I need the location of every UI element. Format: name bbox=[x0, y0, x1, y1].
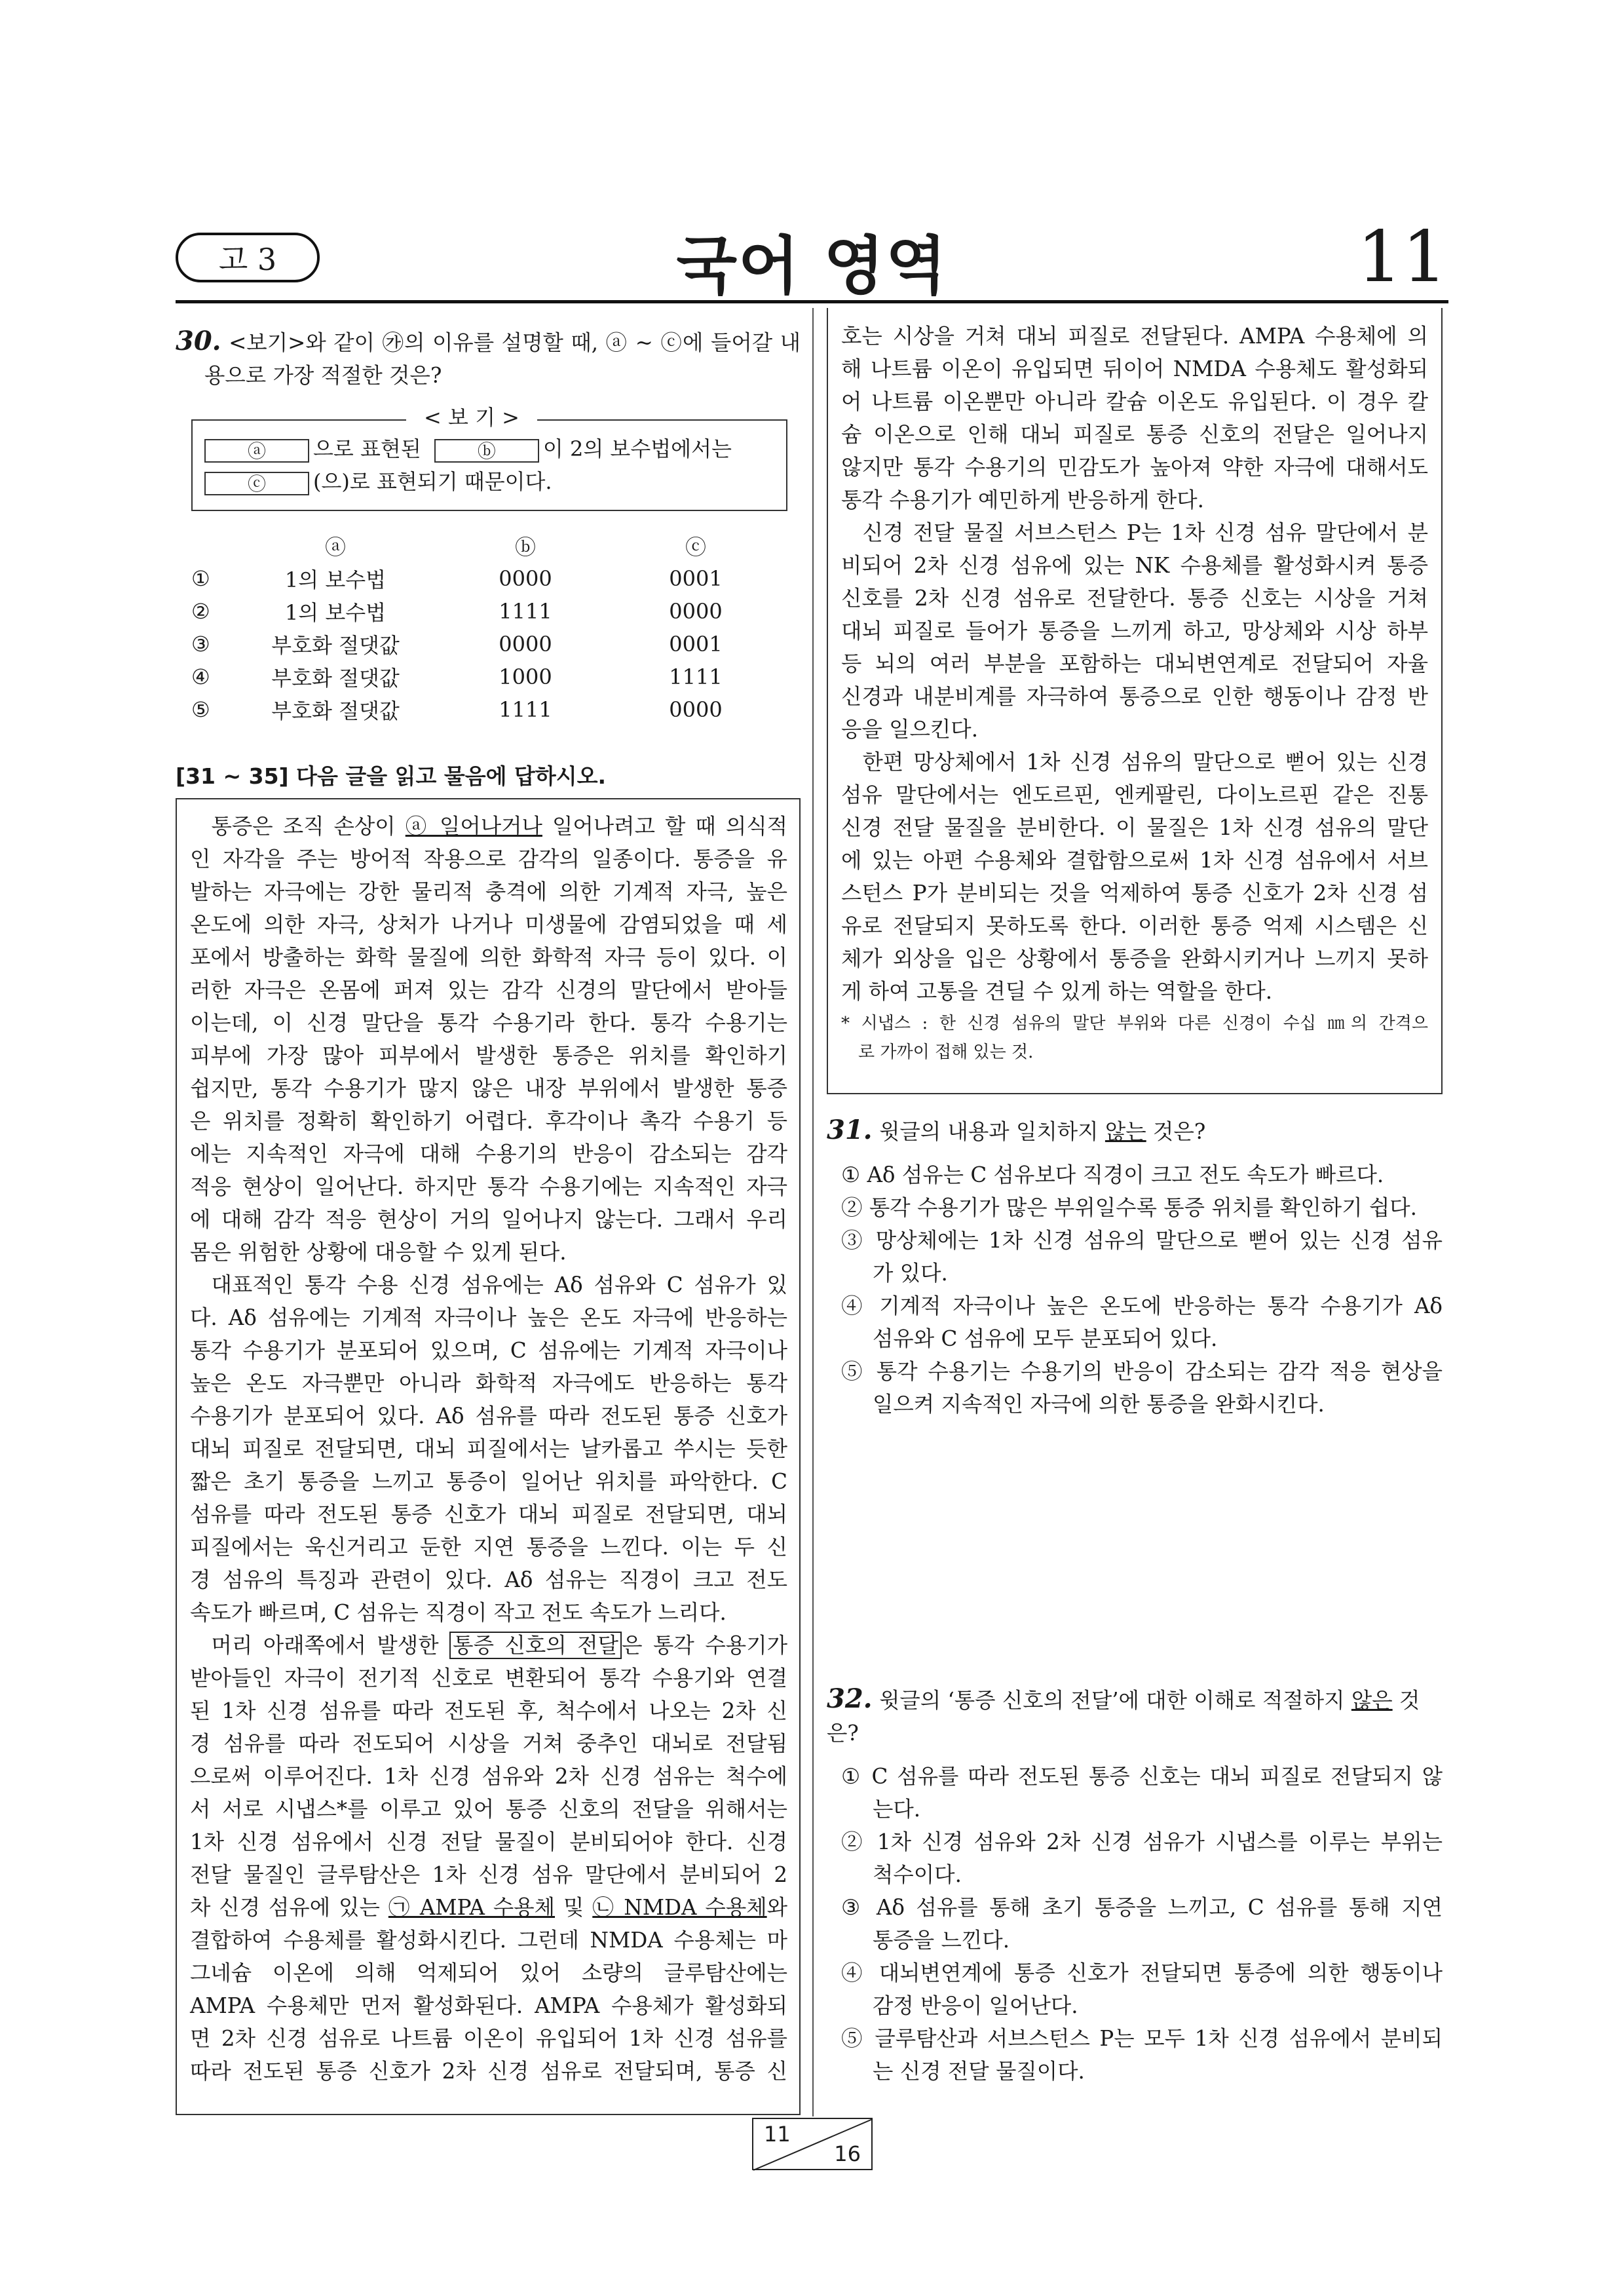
choice-text: ① C 섬유를 따라 전도된 통증 신호는 대뇌 피질로 전달되지 않 bbox=[841, 1764, 1443, 1789]
passage-line: 포에서 방출하는 화학 물질에 의한 화학적 자극 등이 있다. 이 bbox=[190, 945, 787, 970]
option-row[interactable] bbox=[191, 660, 781, 693]
passage-line: 따라 전도된 통증 신호가 2차 신경 섬유로 전달되며, 통증 신 bbox=[190, 2059, 787, 2084]
option-b: 1111 bbox=[499, 697, 552, 722]
option-c: 0001 bbox=[669, 632, 723, 657]
choice-text: 는 신경 전달 물질이다. bbox=[873, 2059, 1085, 2084]
choice-2[interactable] bbox=[841, 1826, 1443, 1858]
passage-line: 전달 물질인 글루탐산은 1차 신경 섬유 말단에서 분비되어 2 bbox=[190, 1862, 787, 1887]
passage-line: 피질에서는 욱신거리고 둔한 지연 통증을 느낀다. 이는 두 신 bbox=[190, 1535, 787, 1559]
choice-text: 섬유와 C 섬유에 모두 분포되어 있다. bbox=[873, 1326, 1218, 1351]
passage-line: 한편 망상체에서 1차 신경 섬유의 말단으로 뻗어 있는 신경 bbox=[862, 750, 1428, 775]
stem-text: 것은? bbox=[827, 1688, 1420, 1746]
bogi-text: 으로 표현된 bbox=[313, 436, 421, 461]
options-header-row bbox=[191, 529, 781, 562]
passage-line: 그네슘 이온에 의해 억제되어 있어 소량의 글루탐산에는 bbox=[190, 1961, 787, 1985]
passage-line: 서 서로 시냅스*를 이루고 있어 통증 신호의 전달을 위해서는 bbox=[190, 1797, 787, 1822]
option-number[interactable]: ① bbox=[191, 566, 210, 591]
stem-text: 것은? bbox=[1153, 1119, 1206, 1144]
blank-b: ⓑ bbox=[434, 439, 539, 463]
option-number[interactable]: ② bbox=[191, 599, 210, 624]
bogi-content bbox=[204, 432, 781, 498]
option-c: 1111 bbox=[669, 664, 723, 689]
passage-line: 않지만 통각 수용기의 민감도가 높아져 약한 자극에 대해서도 bbox=[841, 455, 1428, 480]
page-total: 16 bbox=[834, 2141, 861, 2166]
passage-line: 된 1차 신경 섬유를 따라 전도된 후, 척수에서 나오는 2차 신 bbox=[190, 1698, 787, 1723]
stem-text: 용으로 가장 적절한 것은? bbox=[204, 363, 442, 388]
footnote-line: 로 가까이 접해 있는 것. bbox=[858, 1043, 1034, 1062]
col-header-c: ⓒ bbox=[685, 535, 706, 560]
stem-text: 윗글의 ‘통증 신호의 전달’에 대한 이해로 적절하지 bbox=[878, 1688, 1345, 1713]
q30-options-table bbox=[191, 529, 781, 726]
passage-line: 대뇌 피질로 들어가 통증을 느끼게 하고, 망상체와 시상 하부 bbox=[841, 619, 1428, 643]
passage-line: 대뇌 피질로 전달되면, 대뇌 피질에서는 날카롭고 쑤시는 듯한 bbox=[190, 1436, 787, 1461]
col-header-b: ⓑ bbox=[514, 535, 536, 560]
option-number[interactable]: ⑤ bbox=[191, 697, 210, 722]
footnote bbox=[841, 1009, 1428, 1067]
question-32 bbox=[827, 1683, 1443, 2088]
passage-line: 신경과 내분비계를 자극하여 통증으로 인한 행동이나 감정 반 bbox=[841, 684, 1428, 709]
passage-line: 쉽지만, 통각 수용기가 많지 않은 내장 부위에서 발생한 통증 bbox=[190, 1076, 787, 1101]
option-row[interactable] bbox=[191, 595, 781, 628]
option-a: 부호화 절댓값 bbox=[271, 666, 400, 691]
passage-line: 어 나트륨 이온뿐만 아니라 칼슘 이온도 유입된다. 이 경우 칼 bbox=[841, 389, 1428, 414]
option-b: 0000 bbox=[499, 566, 552, 591]
option-a: 1의 보수법 bbox=[284, 567, 387, 592]
passage-line: 에는 지속적인 자극에 대해 수용기의 반응이 감소되는 감각 bbox=[190, 1141, 787, 1166]
option-b: 0000 bbox=[499, 632, 552, 657]
passage-line: 러한 자극은 온몸에 퍼져 있는 감각 신경의 말단에서 받아들 bbox=[190, 978, 787, 1003]
choice-text: ① Aδ 섬유는 C 섬유보다 직경이 크고 전도 속도가 빠르다. bbox=[841, 1162, 1384, 1187]
question-30-stem bbox=[176, 325, 801, 392]
stem-text: <보기>와 같이 ㉮의 이유를 설명할 때, ⓐ ~ ⓒ에 들어갈 내 bbox=[229, 330, 801, 355]
choice-4[interactable] bbox=[841, 1957, 1443, 1989]
marked-phrase-1: ㉠ AMPA 수용체 bbox=[388, 1895, 556, 1920]
blank-a: ⓐ bbox=[204, 439, 309, 463]
question-number: 32. bbox=[827, 1683, 873, 1714]
option-c: 0000 bbox=[669, 599, 723, 624]
choice-4[interactable] bbox=[841, 1290, 1443, 1322]
passage-line: 슘 이온으로 인해 대뇌 피질로 통증 신호의 전달은 일어나지 bbox=[841, 422, 1428, 447]
header-rule bbox=[176, 300, 1448, 303]
choice-text: ⑤ 글루탐산과 서브스턴스 P는 모두 1차 신경 섬유에서 분비되 bbox=[841, 2026, 1443, 2051]
choice-text: ④ 기계적 자극이나 높은 온도에 반응하는 통각 수용기가 Aδ bbox=[841, 1293, 1443, 1318]
passage-line: 해 나트륨 이온이 유입되면 뒤이어 NMDA 수용체도 활성화되 bbox=[841, 356, 1428, 381]
choice-5[interactable] bbox=[841, 2022, 1443, 2055]
passage-left-text bbox=[190, 810, 787, 2088]
bogi-text: (으)로 표현되기 때문이다. bbox=[313, 469, 552, 494]
passage-line: 적응 현상이 일어난다. 하지만 통각 수용기에는 지속적인 자극 bbox=[190, 1174, 787, 1199]
boxed-phrase: 통증 신호의 전달 bbox=[449, 1632, 622, 1659]
passage-text: 차 신경 섬유에 있는 bbox=[190, 1895, 380, 1920]
page-current: 11 bbox=[764, 2122, 791, 2147]
col-header-a: ⓐ bbox=[324, 535, 346, 560]
page-title: 국어 영역 bbox=[676, 229, 948, 303]
passage-line: 게 하여 고통을 견딜 수 있게 하는 역할을 한다. bbox=[841, 979, 1273, 1004]
stem-emphasis: 않는 bbox=[1105, 1119, 1146, 1144]
passage-line: 등 뇌의 여러 부분을 포함하는 대뇌변연계로 전달되어 자율 bbox=[841, 651, 1428, 676]
choice-text: 통증을 느낀다. bbox=[873, 1928, 1010, 1953]
choice-text: ③ 망상체에는 1차 신경 섬유의 말단으로 뻗어 있는 신경 섬유 bbox=[841, 1228, 1443, 1253]
passage-line: 신경 전달 물질을 분비한다. 이 물질은 1차 신경 섬유의 말단 bbox=[841, 815, 1428, 840]
page-counter bbox=[752, 2118, 873, 2170]
option-c: 0000 bbox=[669, 697, 723, 722]
option-a: 부호화 절댓값 bbox=[271, 698, 400, 723]
passage-line: 신경 전달 물질 서브스턴스 P는 1차 신경 섬유 말단에서 분 bbox=[862, 520, 1428, 545]
option-b: 1111 bbox=[499, 599, 552, 624]
blank-c: ⓒ bbox=[204, 472, 309, 495]
passage-line: 스턴스 P가 분비되는 것을 억제하여 통증 신호가 2차 신경 섬 bbox=[841, 881, 1428, 906]
option-a: 1의 보수법 bbox=[284, 600, 387, 625]
passage-line: 면 2차 신경 섬유로 나트륨 이온이 유입되어 1차 신경 섬유를 bbox=[190, 2026, 787, 2051]
option-b: 1000 bbox=[499, 664, 552, 689]
passage-line: 응을 일으킨다. bbox=[841, 717, 979, 742]
option-number[interactable]: ④ bbox=[191, 664, 210, 689]
choice-text: ③ Aδ 섬유를 통해 초기 통증을 느끼고, C 섬유를 통해 지연 bbox=[841, 1895, 1443, 1920]
passage-line: 대표적인 통각 수용 신경 섬유에는 Aδ 섬유와 C 섬유가 있 bbox=[211, 1272, 787, 1297]
option-number[interactable]: ③ bbox=[191, 632, 210, 657]
choice-1[interactable] bbox=[841, 1760, 1443, 1793]
page-number: 11 bbox=[1357, 216, 1447, 298]
stem-emphasis: 않은 bbox=[1351, 1688, 1393, 1713]
passage-line: 체가 외상을 입은 상황에서 통증을 완화시키거나 느끼지 못하 bbox=[841, 946, 1428, 971]
passage-line: 1차 신경 섬유에서 신경 전달 물질이 분비되어야 한다. 신경 bbox=[190, 1829, 787, 1854]
passage-text: 와 bbox=[766, 1895, 788, 1920]
marked-phrase-2: ㉡ NMDA 수용체 bbox=[592, 1895, 767, 1920]
passage-line: 받아들인 자극이 전기적 신호로 변환되어 통각 수용기와 연결 bbox=[190, 1666, 787, 1691]
bogi-text: 이 2의 보수법에서는 bbox=[542, 436, 732, 461]
choice-text: 가 있다. bbox=[873, 1261, 948, 1286]
choice-1[interactable] bbox=[841, 1158, 1443, 1191]
question-number: 30. bbox=[176, 326, 221, 356]
passage-line: 에 있는 아편 수용체와 결합함으로써 1차 신경 섬유에서 서브 bbox=[841, 848, 1428, 873]
option-row[interactable] bbox=[191, 693, 781, 726]
passage-line: 유로 전달되지 못하도록 한다. 이러한 통증 억제 시스템은 신 bbox=[841, 913, 1428, 938]
grade-label: 고 3 bbox=[218, 242, 277, 277]
option-row[interactable] bbox=[191, 562, 781, 595]
choice-text: 감정 반응이 일어난다. bbox=[873, 1993, 1078, 2018]
passage-line: 이는데, 이 신경 말단을 통각 수용기라 한다. 통각 수용기는 bbox=[190, 1010, 787, 1035]
passage-line: 경 섬유의 특징과 관련이 있다. Aδ 섬유는 직경이 크고 전도 bbox=[190, 1567, 787, 1592]
passage-line: 피부에 가장 많아 피부에서 발생한 통증은 위치를 확인하기 bbox=[190, 1043, 787, 1068]
passage-line: 으로써 이루어진다. 1차 신경 섬유와 2차 신경 섬유는 척수에 bbox=[190, 1764, 787, 1789]
passage-text: 머리 아래쪽에서 발생한 bbox=[211, 1633, 439, 1658]
passage-line: 몸은 위험한 상황에 대응할 수 있게 된다. bbox=[190, 1240, 567, 1265]
section-title: [31 ~ 35] 다음 글을 읽고 물음에 답하시오. bbox=[176, 763, 607, 789]
passage-line: 에 대해 감각 적응 현상이 거의 일어나지 않는다. 그래서 우리 bbox=[190, 1207, 787, 1232]
passage-line: 인 자각을 주는 방어적 작용으로 감각의 일종이다. 통증을 유 bbox=[190, 847, 787, 871]
bogi-title: < 보 기 > bbox=[406, 401, 537, 434]
passage-line: 속도가 빠르며, C 섬유는 직경이 작고 전도 속도가 느리다. bbox=[190, 1600, 727, 1625]
passage-line: 신호를 2차 신경 섬유로 전달한다. 통증 신호는 시상을 거쳐 bbox=[841, 586, 1428, 611]
choice-text: ② 통각 수용기가 많은 부위일수록 통증 위치를 확인하기 쉽다. bbox=[841, 1195, 1417, 1220]
passage-line: 수용기가 분포되어 있다. Aδ 섬유를 따라 전도된 통증 신호가 bbox=[190, 1404, 787, 1428]
marked-phrase-a: ⓐ 일어나거나 bbox=[405, 814, 542, 839]
passage-line: 온도에 의한 자극, 상처가 나거나 미생물에 감염되었을 때 세 bbox=[190, 912, 787, 937]
passage-line: 다. Aδ 섬유에는 기계적 자극이나 높은 온도 자극에 반응하는 bbox=[190, 1305, 787, 1330]
choice-text: 는다. bbox=[873, 1797, 921, 1822]
choice-5[interactable] bbox=[841, 1355, 1443, 1388]
passage-text: 통증은 조직 손상이 bbox=[211, 814, 396, 839]
choice-3[interactable] bbox=[841, 1891, 1443, 1924]
choice-text: ④ 대뇌변연계에 통증 신호가 전달되면 통증에 의한 행동이나 bbox=[841, 1961, 1443, 1985]
passage-text: 및 bbox=[563, 1895, 584, 1920]
choice-3[interactable] bbox=[841, 1224, 1443, 1257]
choice-text: 척수이다. bbox=[873, 1862, 962, 1887]
passage-line: 섬유를 따라 전도된 통증 신호가 대뇌 피질로 전달되면, 대뇌 bbox=[190, 1502, 787, 1527]
passage-text: 은 통각 수용기가 bbox=[622, 1633, 787, 1658]
choice-text: ② 1차 신경 섬유와 2차 신경 섬유가 시냅스를 이루는 부위는 bbox=[841, 1829, 1443, 1854]
stem-text: 윗글의 내용과 일치하지 bbox=[878, 1119, 1099, 1144]
passage-line: 경 섬유를 따라 전도되어 시상을 거쳐 중추인 대뇌로 전달됨 bbox=[190, 1731, 787, 1756]
question-number: 31. bbox=[827, 1115, 873, 1145]
passage-line: 통각 수용기가 분포되어 있으며, C 섬유에는 기계적 자극이나 bbox=[190, 1338, 787, 1363]
passage-line: 비되어 2차 신경 섬유에 있는 NK 수용체를 활성화시켜 통증 bbox=[841, 553, 1428, 578]
passage-line: 통각 수용기가 예민하게 반응하게 한다. bbox=[841, 488, 1204, 512]
passage-line: 은 위치를 정확히 확인하기 어렵다. 후각이나 촉각 수용기 등 bbox=[190, 1109, 787, 1134]
column-divider bbox=[812, 308, 814, 2116]
option-a: 부호화 절댓값 bbox=[271, 633, 400, 658]
passage-line: 발하는 자극에는 강한 물리적 충격에 의한 기계적 자극, 높은 bbox=[190, 879, 787, 904]
passage-line: 높은 온도 자극뿐만 아니라 화학적 자극에도 반응하는 통각 bbox=[190, 1371, 787, 1396]
choice-2[interactable] bbox=[841, 1191, 1443, 1224]
choice-text: ⑤ 통각 수용기는 수용기의 반응이 감소되는 감각 적응 현상을 bbox=[841, 1359, 1443, 1384]
option-c: 0001 bbox=[669, 566, 723, 591]
question-31 bbox=[827, 1114, 1443, 1421]
passage-line: 섬유 말단에서는 엔도르핀, 엔케팔린, 다이노르핀 같은 진통 bbox=[841, 782, 1428, 807]
footnote-line: * 시냅스 : 한 신경 섬유의 말단 부위와 다른 신경이 수십 ㎚의 간격으 bbox=[841, 1014, 1428, 1033]
passage-line: 짧은 초기 통증을 느끼고 통증이 일어난 위치를 파악한다. C bbox=[190, 1469, 787, 1494]
passage-text: 일어나려고 할 때 의식적 bbox=[552, 814, 788, 839]
passage-right-text bbox=[841, 320, 1428, 1008]
option-row[interactable] bbox=[191, 628, 781, 660]
passage-line: AMPA 수용체만 먼저 활성화된다. AMPA 수용체가 활성화되 bbox=[190, 1993, 787, 2018]
passage-line: 호는 시상을 거쳐 대뇌 피질로 전달된다. AMPA 수용체에 의 bbox=[841, 324, 1428, 349]
passage-line: 결합하여 수용체를 활성화시킨다. 그런데 NMDA 수용체는 마 bbox=[190, 1928, 787, 1953]
choice-text: 일으켜 지속적인 자극에 의한 통증을 완화시킨다. bbox=[873, 1392, 1325, 1417]
